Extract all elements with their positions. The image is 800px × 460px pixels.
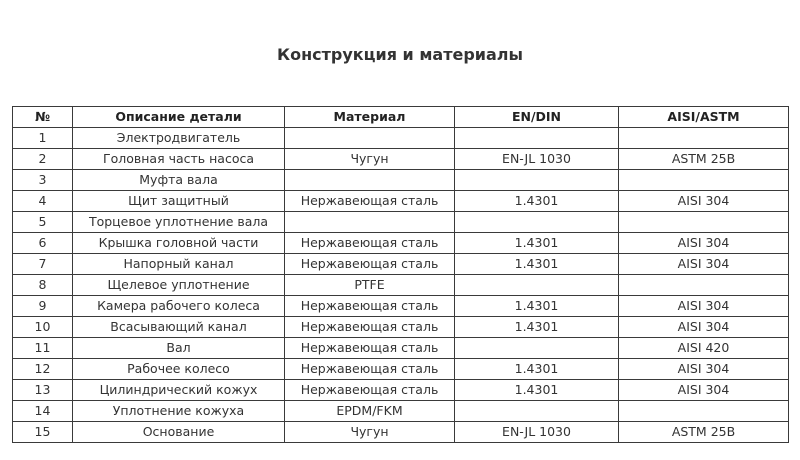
- table-body: [13, 128, 789, 443]
- cell-description: Электродвигатель: [73, 128, 285, 149]
- cell-number: 7: [13, 254, 73, 275]
- cell-description: Камера рабочего колеса: [73, 296, 285, 317]
- table-row: [13, 128, 789, 149]
- table-row: [13, 422, 789, 443]
- header-description: Описание детали: [73, 107, 285, 128]
- cell-aisi-astm: [619, 401, 789, 422]
- cell-number: 15: [13, 422, 73, 443]
- cell-material: Нержавеющая сталь: [285, 191, 455, 212]
- cell-material: Нержавеющая сталь: [285, 317, 455, 338]
- cell-aisi-astm: AISI 304: [619, 380, 789, 401]
- cell-number: 8: [13, 275, 73, 296]
- cell-material: Нержавеющая сталь: [285, 338, 455, 359]
- cell-number: 14: [13, 401, 73, 422]
- cell-description: Торцевое уплотнение вала: [73, 212, 285, 233]
- cell-material: Чугун: [285, 422, 455, 443]
- cell-number: 2: [13, 149, 73, 170]
- cell-en-din: [455, 212, 619, 233]
- cell-description: Щит защитный: [73, 191, 285, 212]
- cell-material: [285, 212, 455, 233]
- table-row: [13, 338, 789, 359]
- cell-aisi-astm: [619, 170, 789, 191]
- table-row: [13, 212, 789, 233]
- cell-aisi-astm: [619, 128, 789, 149]
- cell-en-din: 1.4301: [455, 317, 619, 338]
- cell-aisi-astm: AISI 304: [619, 254, 789, 275]
- cell-number: 3: [13, 170, 73, 191]
- cell-en-din: EN-JL 1030: [455, 149, 619, 170]
- cell-description: Вал: [73, 338, 285, 359]
- cell-number: 4: [13, 191, 73, 212]
- cell-material: Нержавеющая сталь: [285, 296, 455, 317]
- cell-en-din: [455, 170, 619, 191]
- cell-material: PTFE: [285, 275, 455, 296]
- cell-en-din: EN-JL 1030: [455, 422, 619, 443]
- table-row: [13, 275, 789, 296]
- cell-description: Напорный канал: [73, 254, 285, 275]
- cell-description: Всасывающий канал: [73, 317, 285, 338]
- page-title: Конструкция и материалы: [277, 45, 523, 64]
- cell-en-din: 1.4301: [455, 359, 619, 380]
- table-row: [13, 149, 789, 170]
- cell-en-din: 1.4301: [455, 191, 619, 212]
- cell-aisi-astm: AISI 304: [619, 296, 789, 317]
- cell-material: [285, 170, 455, 191]
- cell-number: 1: [13, 128, 73, 149]
- table-row: [13, 233, 789, 254]
- cell-number: 13: [13, 380, 73, 401]
- table-row: [13, 380, 789, 401]
- header-aisi-astm: AISI/ASTM: [619, 107, 789, 128]
- cell-description: Основание: [73, 422, 285, 443]
- cell-aisi-astm: AISI 304: [619, 233, 789, 254]
- table-row: [13, 296, 789, 317]
- cell-en-din: [455, 128, 619, 149]
- cell-description: Уплотнение кожуха: [73, 401, 285, 422]
- cell-material: Нержавеющая сталь: [285, 359, 455, 380]
- header-number: №: [13, 107, 73, 128]
- table-row: [13, 359, 789, 380]
- cell-description: Крышка головной части: [73, 233, 285, 254]
- cell-material: [285, 128, 455, 149]
- cell-aisi-astm: AISI 420: [619, 338, 789, 359]
- cell-en-din: 1.4301: [455, 233, 619, 254]
- cell-number: 12: [13, 359, 73, 380]
- cell-material: EPDM/FKM: [285, 401, 455, 422]
- header-en-din: EN/DIN: [455, 107, 619, 128]
- cell-number: 6: [13, 233, 73, 254]
- cell-number: 11: [13, 338, 73, 359]
- cell-aisi-astm: AISI 304: [619, 191, 789, 212]
- header-material: Материал: [285, 107, 455, 128]
- cell-aisi-astm: ASTM 25B: [619, 422, 789, 443]
- materials-table: [12, 106, 789, 443]
- cell-en-din: [455, 401, 619, 422]
- cell-aisi-astm: [619, 212, 789, 233]
- cell-material: Нержавеющая сталь: [285, 233, 455, 254]
- cell-material: Нержавеющая сталь: [285, 380, 455, 401]
- cell-aisi-astm: [619, 275, 789, 296]
- cell-material: Чугун: [285, 149, 455, 170]
- cell-en-din: 1.4301: [455, 296, 619, 317]
- table-row: [13, 401, 789, 422]
- table-row: [13, 254, 789, 275]
- cell-en-din: [455, 338, 619, 359]
- table-row: [13, 317, 789, 338]
- cell-number: 10: [13, 317, 73, 338]
- cell-description: Рабочее колесо: [73, 359, 285, 380]
- cell-en-din: [455, 275, 619, 296]
- cell-description: Цилиндрический кожух: [73, 380, 285, 401]
- table-header-row: [13, 107, 789, 128]
- table-row: [13, 170, 789, 191]
- cell-description: Щелевое уплотнение: [73, 275, 285, 296]
- cell-aisi-astm: AISI 304: [619, 317, 789, 338]
- cell-aisi-astm: ASTM 25B: [619, 149, 789, 170]
- cell-en-din: 1.4301: [455, 380, 619, 401]
- cell-description: Муфта вала: [73, 170, 285, 191]
- cell-description: Головная часть насоса: [73, 149, 285, 170]
- cell-aisi-astm: AISI 304: [619, 359, 789, 380]
- cell-number: 9: [13, 296, 73, 317]
- cell-number: 5: [13, 212, 73, 233]
- cell-material: Нержавеющая сталь: [285, 254, 455, 275]
- cell-en-din: 1.4301: [455, 254, 619, 275]
- table-row: [13, 191, 789, 212]
